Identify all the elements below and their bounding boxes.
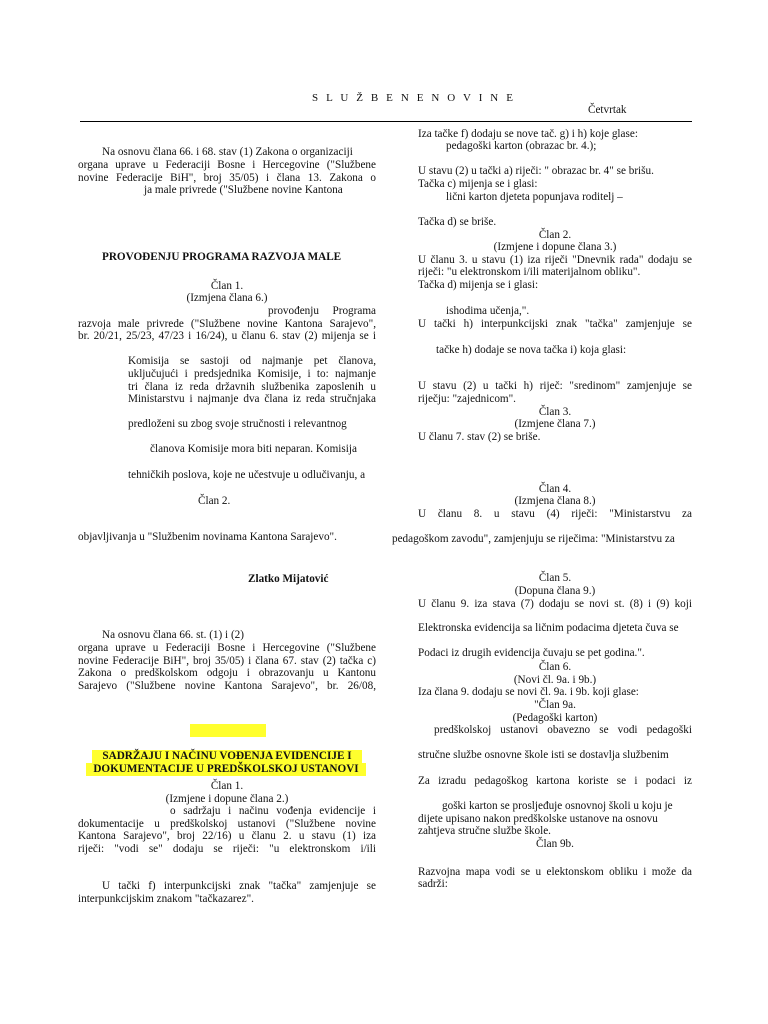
right-l8: ishodima učenja,". <box>446 305 530 317</box>
right-l18: predškolskoj ustanovi obavezno se vodi pedagoški <box>434 724 692 736</box>
right-l4: Tačka c) mijenja se i glasi: <box>418 178 538 190</box>
left-p2-line2: razvoja male privrede ("Službene novine Kantona Sarajevo", <box>78 318 376 330</box>
left-p8-line1: Na osnovu člana 66. st. (1) i (2) <box>102 629 244 641</box>
right-clan6-sub: (Novi čl. 9a. i 9b.) <box>513 674 597 686</box>
right-l20: Za izradu pedagoškog kartona koriste se i podaci iz <box>418 775 692 787</box>
left-p10-line1: U tački f) interpunkcijski znak "tačka" zamjenjuje se <box>102 880 376 892</box>
left-p3-line3: tri člana iz reda državnih službenika zaposlenih u <box>128 381 376 393</box>
left-p4: predloženi su zbog svoje stručnosti i relevantnog <box>128 418 347 430</box>
left-p7: objavljivanja u "Službenim novinama Kantona Sarajevo". <box>78 531 337 543</box>
decision-title-2-line1: SADRŽAJU I NAČINU VOĐENJA EVIDENCIJE I <box>92 750 362 763</box>
right-p4-line2: sadrži: <box>418 878 448 890</box>
right-clan9a-sub: (Pedagoški karton) <box>512 712 598 724</box>
left-clan2: Član 2. <box>198 495 231 507</box>
right-l14: U članu 9. iza stava (7) dodaju se novi st. (8) i (9) koji <box>418 598 692 610</box>
left-clan1-sub: (Izmjena člana 6.) <box>186 292 268 304</box>
left-clan1: Član 1. <box>210 280 244 292</box>
right-l1: Iza tačke f) dodaju se nove tač. g) i h) koje glase: <box>418 128 638 140</box>
right-p3-line2: dijete upisano nakon predškolske ustanove na osnovu <box>418 813 658 825</box>
left-p8-line4: Zakona o predškolskom odgoju i obrazovanju u Kantonu <box>78 667 376 679</box>
right-l5: lični karton djeteta popunjava roditelj – <box>446 191 623 203</box>
right-l17: Iza člana 9. dodaju se novi čl. 9a. i 9b. koji glase: <box>418 686 639 698</box>
right-l9: U tački h) interpunkcijski znak "tačka" zamjenjuje se <box>418 318 692 330</box>
left-p2-line3: br. 20/21, 25/23, 47/23 i 16/24), u članu 6. stav (2) mijenja se i <box>78 330 376 342</box>
right-p2-line1: U stavu (2) u tački h) riječ: "sredinom" zamjenjuje se <box>418 380 692 392</box>
right-p1-line1: U članu 3. u stavu (1) iza riječi "Dnevnik rada" dodaju se <box>418 254 692 266</box>
right-l15: Elektronska evidencija sa ličnim podacima djeteta čuva se <box>418 622 679 634</box>
left-p3-line2: uključujući i predsjednika Komisije, i to: najmanje <box>128 368 376 380</box>
left-p3-line4: Ministarstvu i najmanje dva člana iz reda stručnjaka <box>128 393 376 405</box>
left-p1-line2: organa uprave u Federaciji Bosne i Hercegovine ("Službene <box>78 159 376 171</box>
weekday: Četvrtak <box>588 104 627 116</box>
right-l12: U članu 8. u stavu (4) riječi: "Ministarstvu za <box>418 508 692 520</box>
right-p1-line2: riječi: "u elektronskom i/ili materijalnom obliku". <box>418 266 641 278</box>
left-clan1b: Član 1. <box>210 780 244 792</box>
right-clan5-sub: (Dopuna člana 9.) <box>514 585 596 597</box>
right-clan6: Član 6. <box>538 661 572 673</box>
right-l3: U stavu (2) u tački a) riječi: " obrazac br. 4" se brišu. <box>418 165 654 177</box>
left-p3-line1: Komisija se sastoji od najmanje pet članova, <box>128 355 376 367</box>
decision-title-1: PROVOĐENJU PROGRAMA RAZVOJA MALE <box>102 251 342 263</box>
right-clan3-sub: (Izmjene člana 7.) <box>514 418 596 430</box>
right-clan4-sub: (Izmjena člana 8.) <box>514 495 596 507</box>
left-p8-line3: novine Federacije BiH", broj 35/05) i člana 67. stav (2) tačka c) <box>78 655 376 667</box>
left-p9-line2: dokumentacije u predškolskoj ustanovi ("Službene novine <box>78 818 376 830</box>
left-p9-line4: riječi: "vodi se" dodaju se riječi: "u elektronskom i/ili <box>78 843 376 855</box>
newspaper-title: S L U Ž B E N E N O V I N E <box>312 92 516 104</box>
left-p1-line3: novine Federacije BiH", broj 35/05) i člana 13. Zakona o <box>78 172 376 184</box>
right-clan3: Član 3. <box>538 406 572 418</box>
left-p9-line1: o sadržaju i načinu vođenja evidencije i <box>170 805 376 817</box>
right-clan2: Član 2. <box>538 229 572 241</box>
left-p1-line4: ja male privrede ("Službene novine Kantona <box>144 184 343 196</box>
right-clan4: Član 4. <box>538 483 572 495</box>
right-p4-line1: Razvojna mapa vodi se u elektonskom obliku i može da <box>418 866 692 878</box>
right-l10: tačke h) dodaje se nova tačka i) koja glasi: <box>436 344 627 356</box>
left-p5: članova Komisije mora biti neparan. Komisija <box>150 443 357 455</box>
left-p6: tehničkih poslova, koje ne učestvuje u odlučivanju, a <box>128 469 366 481</box>
right-l6: Tačka d) se briše. <box>418 216 497 228</box>
left-p8-line2: organa uprave u Federaciji Bosne i Hercegovine ("Službene <box>78 642 376 654</box>
left-p9-line3: Kantona Sarajevo", broj 22/16) u članu 2. u stavu (1) iza <box>78 830 376 842</box>
right-l11: U članu 7. stav (2) se briše. <box>418 431 541 443</box>
right-clan9b: Član 9b. <box>536 838 574 850</box>
left-p8-line5: Sarajevo ("Službene novine Kantona Sarajevo", br. 26/08, <box>78 680 376 692</box>
right-clan9a: "Član 9a. <box>534 699 576 711</box>
right-l7: Tačka d) mijenja se i glasi: <box>418 279 539 291</box>
header-rule <box>80 121 692 122</box>
right-l16: Podaci iz drugih evidencija čuvaju se pet godina.". <box>418 647 645 659</box>
right-l2: pedagoški karton (obrazac br. 4.); <box>446 140 597 152</box>
right-p3-line1: goški karton se prosljeđuje osnovnoj školi u koju je <box>442 800 673 812</box>
right-clan2-sub: (Izmjene i dopune člana 3.) <box>493 241 617 253</box>
decision-title-2-line2: DOKUMENTACIJE U PREDŠKOLSKOJ USTANOVI <box>86 763 366 776</box>
signer-name: Zlatko Mijatović <box>248 573 329 585</box>
left-p1-line1: Na osnovu člana 66. i 68. stav (1) Zakona o organizaciji <box>102 146 353 158</box>
right-l13: pedagoškom zavodu", zamjenjuju se riječima: "Ministarstvu za <box>392 533 675 545</box>
right-p2-line2: riječju: "zajednicom". <box>418 393 516 405</box>
left-p2-line1: provođenju Programa <box>268 305 376 317</box>
highlight-bar <box>190 724 266 737</box>
left-p10-line2: interpunkcijskim znakom "tačkazarez". <box>78 893 254 905</box>
right-clan5: Član 5. <box>538 572 572 584</box>
left-clan1b-sub: (Izmjene i dopune člana 2.) <box>165 793 289 805</box>
right-l19: stručne službe osnovne škole isti se dostavlja službenim <box>418 749 669 761</box>
right-p3-line3: zahtjeva stručne službe škole. <box>418 825 551 837</box>
